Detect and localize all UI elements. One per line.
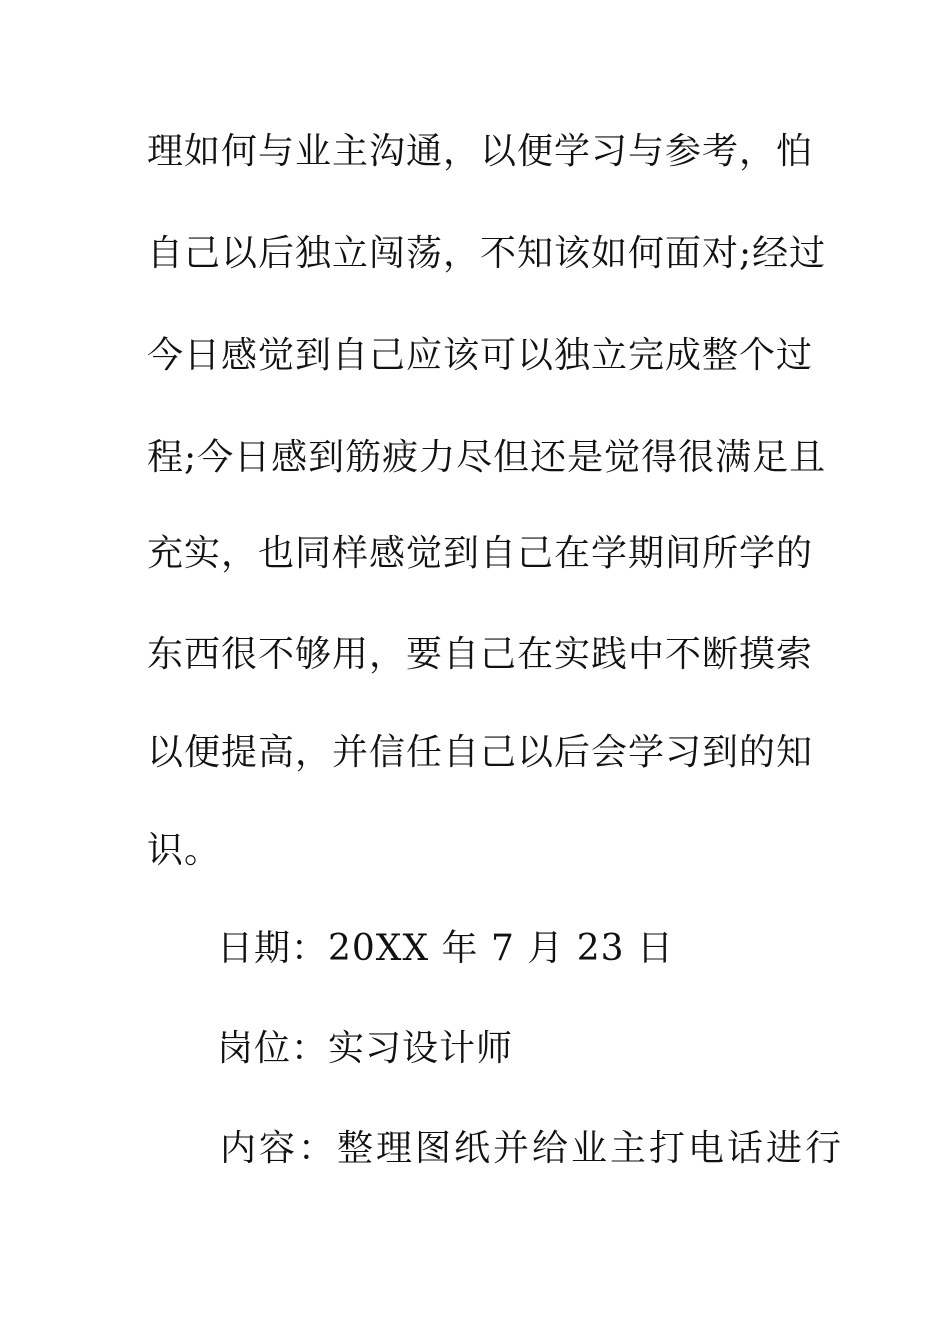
body-text-line: 以便提高，并信任自己以后会学习到的知 <box>147 732 814 773</box>
body-text-line: 程;今日感到筋疲力尽但还是觉得很满足且 <box>147 437 827 478</box>
body-text-line: 理如何与业主沟通，以便学习与参考，怕 <box>147 131 814 172</box>
date-line: 日期：20XX 年 7 月 23 日 <box>217 928 674 969</box>
body-text-line: 充实，也同样感觉到自己在学期间所学的 <box>147 533 814 574</box>
content-line: 内容：整理图纸并给业主打电话进行 <box>220 1128 845 1169</box>
body-text-line: 东西很不够用，要自己在实践中不断摸索 <box>147 634 814 675</box>
body-text-line: 识。 <box>147 830 222 871</box>
body-text-line: 自己以后独立闯荡，不知该如何面对;经过 <box>147 233 827 274</box>
position-line: 岗位：实习设计师 <box>217 1028 514 1069</box>
body-text-line: 今日感觉到自己应该可以独立完成整个过 <box>147 335 814 376</box>
